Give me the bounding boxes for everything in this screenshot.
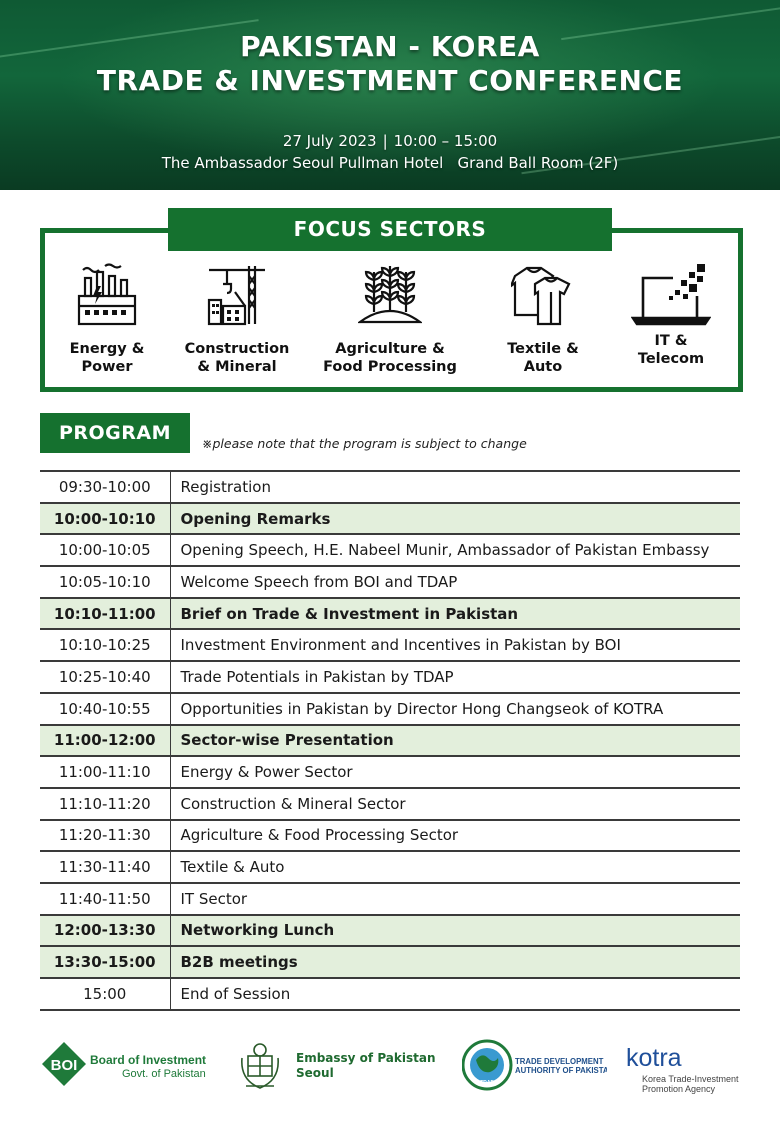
sector-it-telecom	[596, 262, 746, 368]
program-row	[40, 851, 740, 883]
sector-label-line1: Textile &	[507, 341, 579, 357]
kotra-wordmark-icon	[624, 1044, 754, 1096]
program-table-body	[40, 471, 740, 1010]
sector-label-line2: Food Processing	[323, 359, 457, 375]
sector-label	[32, 340, 182, 376]
tdap-line1: TRADE DEVELOPMENT	[515, 1057, 604, 1066]
conference-venue: The Ambassador Seoul Pullman Hotel Grand Ball Room (2F)	[161, 154, 619, 172]
laptop-icon	[631, 262, 711, 328]
program-row	[40, 756, 740, 788]
sector-agriculture-food	[315, 262, 465, 376]
program-time: 12:00-13:30	[40, 915, 170, 947]
program-time: 10:05-10:10	[40, 566, 170, 598]
tdap-emblem-icon	[462, 1038, 607, 1092]
sector-label-line1: IT &	[654, 333, 688, 349]
program-table	[40, 470, 740, 1011]
conference-title-line1: PAKISTAN - KOREA	[240, 30, 540, 63]
program-item: Trade Potentials in Pakistan by TDAP	[170, 661, 740, 693]
pakistan-emblem-icon	[238, 1038, 438, 1092]
conference-date: 27 July 2023	[282, 132, 377, 150]
program-section-row	[40, 503, 740, 535]
factory-icon	[75, 262, 139, 328]
embassy-logo	[238, 1038, 438, 1096]
clothing-icon	[511, 262, 575, 328]
wheat-icon	[358, 262, 422, 328]
conference-datetime	[0, 132, 780, 150]
tdap-mark: TDAP	[480, 1080, 494, 1086]
focus-sectors-heading: FOCUS SECTORS	[168, 208, 612, 251]
sector-label-line1: Energy &	[69, 341, 145, 357]
program-item: Opportunities in Pakistan by Director Hong Changseok of KOTRA	[170, 693, 740, 725]
sector-label-line2: & Mineral	[197, 359, 277, 375]
program-section-row	[40, 598, 740, 630]
program-row	[40, 629, 740, 661]
sector-label-line1: Construction	[184, 341, 290, 357]
boi-logo	[40, 1040, 210, 1094]
conference-title-line2: TRADE & INVESTMENT CONFERENCE	[96, 64, 684, 97]
program-time: 11:20-11:30	[40, 820, 170, 852]
program-row	[40, 693, 740, 725]
sector-label-line2: Power	[81, 359, 133, 375]
program-item: End of Session	[170, 978, 740, 1010]
program-row	[40, 788, 740, 820]
kotra-line1: Korea Trade-Investment	[642, 1074, 739, 1084]
program-time: 10:25-10:40	[40, 661, 170, 693]
program-time: 11:30-11:40	[40, 851, 170, 883]
kotra-logo	[624, 1044, 754, 1100]
program-time: 10:10-11:00	[40, 598, 170, 630]
program-item: Construction & Mineral Sector	[170, 788, 740, 820]
program-row	[40, 820, 740, 852]
program-item: Textile & Auto	[170, 851, 740, 883]
boi-mark: BOI	[50, 1057, 78, 1074]
sector-label-line2: Telecom	[637, 351, 705, 367]
program-row	[40, 883, 740, 915]
program-item: Opening Speech, H.E. Nabeel Munir, Ambassador of Pakistan Embassy	[170, 534, 740, 566]
sector-label	[162, 340, 312, 376]
program-item: Sector-wise Presentation	[170, 725, 740, 757]
program-row	[40, 566, 740, 598]
program-item: Registration	[170, 471, 740, 503]
program-row	[40, 471, 740, 503]
kotra-line2: Promotion Agency	[642, 1084, 716, 1094]
program-time: 10:00-10:10	[40, 503, 170, 535]
program-row	[40, 978, 740, 1010]
program-item: Networking Lunch	[170, 915, 740, 947]
tdap-logo	[462, 1038, 607, 1096]
program-heading: PROGRAM	[40, 413, 190, 453]
program-item: Opening Remarks	[170, 503, 740, 535]
boi-sub: Govt. of Pakistan	[122, 1068, 206, 1080]
program-time: 09:30-10:00	[40, 471, 170, 503]
boi-emblem-icon	[40, 1040, 210, 1090]
sector-label	[315, 340, 465, 376]
program-section-row	[40, 946, 740, 978]
embassy-name-line2: Seoul	[296, 1066, 334, 1080]
program-item: Energy & Power Sector	[170, 756, 740, 788]
header-banner	[0, 0, 780, 190]
program-item: Investment Environment and Incentives in Pakistan by BOI	[170, 629, 740, 661]
program-section-row	[40, 725, 740, 757]
program-time: 11:40-11:50	[40, 883, 170, 915]
kotra-mark: kotra	[626, 1044, 682, 1072]
program-time: 11:00-11:10	[40, 756, 170, 788]
construction-crane-icon	[205, 262, 269, 328]
program-time: 11:00-12:00	[40, 725, 170, 757]
sector-energy-power	[32, 262, 182, 376]
program-item: Welcome Speech from BOI and TDAP	[170, 566, 740, 598]
program-section-row	[40, 915, 740, 947]
program-item: B2B meetings	[170, 946, 740, 978]
sector-construction-mineral	[162, 262, 312, 376]
embassy-name-line1: Embassy of Pakistan	[296, 1051, 436, 1065]
tdap-line2: AUTHORITY OF PAKISTAN	[515, 1066, 607, 1075]
program-row	[40, 534, 740, 566]
program-item: Brief on Trade & Investment in Pakistan	[170, 598, 740, 630]
program-time: 10:00-10:05	[40, 534, 170, 566]
sector-label-line1: Agriculture &	[335, 341, 445, 357]
program-note: ※please note that the program is subject to change	[202, 436, 527, 451]
program-item: IT Sector	[170, 883, 740, 915]
program-time: 13:30-15:00	[40, 946, 170, 978]
program-item: Agriculture & Food Processing Sector	[170, 820, 740, 852]
conference-time: 10:00 – 15:00	[393, 132, 498, 150]
program-time: 10:40-10:55	[40, 693, 170, 725]
boi-name: Board of Investment	[90, 1053, 207, 1067]
sector-label-line2: Auto	[523, 359, 563, 375]
program-row	[40, 661, 740, 693]
separator: |	[382, 132, 388, 150]
program-time: 15:00	[40, 978, 170, 1010]
sector-label	[596, 332, 746, 368]
program-time: 11:10-11:20	[40, 788, 170, 820]
program-time: 10:10-10:25	[40, 629, 170, 661]
